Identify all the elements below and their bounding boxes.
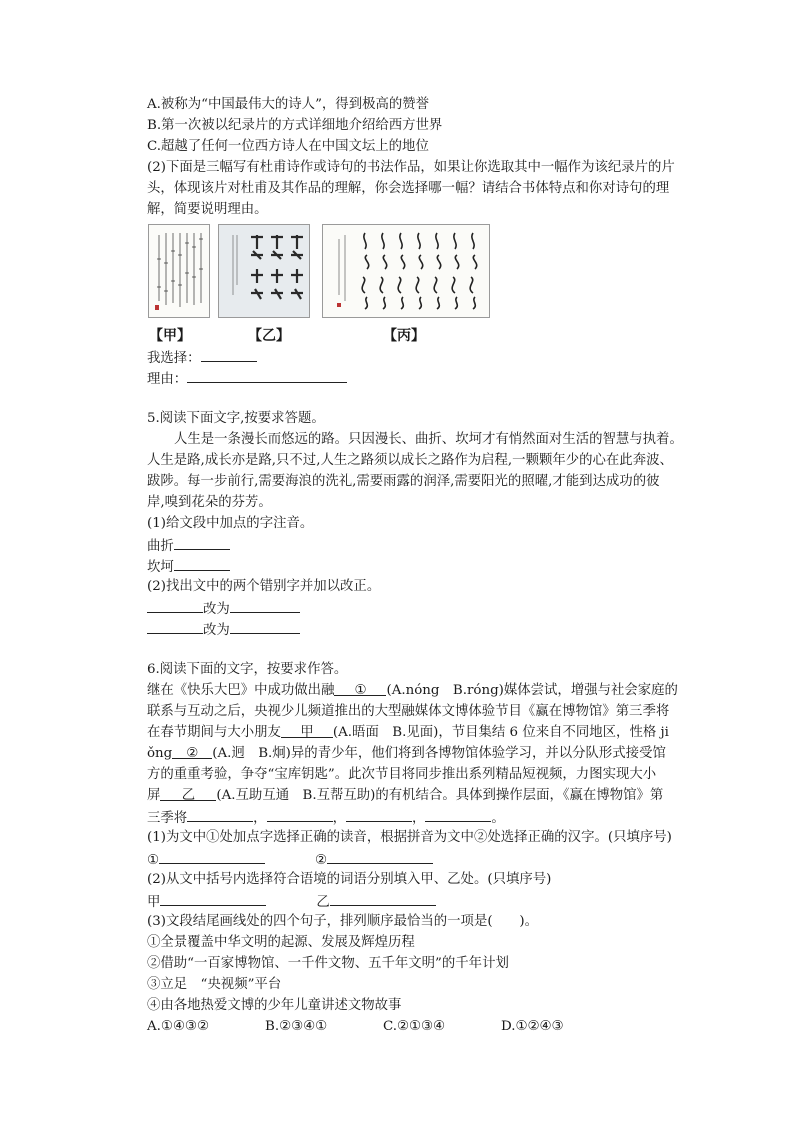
q6-item-2: ②借助“一百家博物馆、一千件文物、五千年文明”的千年计划 <box>147 956 509 971</box>
marker-jia: 甲 <box>300 725 314 740</box>
answer-label-yi: 乙 <box>316 895 330 910</box>
q6-sub1-answers <box>147 849 433 871</box>
q6-choices <box>147 1017 564 1037</box>
q6-item-4: ④由各地热爱文博的少年儿童讲述文物故事 <box>147 998 402 1013</box>
q6-para-line1 <box>147 681 678 701</box>
marker-1: ① <box>354 683 367 698</box>
calligraphy-image-yi <box>218 224 310 318</box>
q6-sentence-blank-1[interactable] <box>187 807 253 822</box>
q5-para-line2: 人生是路,成长亦是路,只不过,人生之路须以成长之路作为启程,一颗颗年少的心在此奔波、 <box>147 453 673 468</box>
q6-text: (A.迥 B.炯)异的青少年，他们将到各博物馆体验学习，并以分队形式接受馆 <box>212 746 666 761</box>
q6-text: ǒng <box>147 746 173 761</box>
choice-a[interactable]: A.①④③② <box>147 1019 209 1034</box>
answer-blank-1[interactable] <box>159 849 265 864</box>
answer-blank-jia[interactable] <box>160 891 266 906</box>
q6-blank-jia[interactable] <box>281 723 333 738</box>
reason-label: 理由： <box>147 372 188 387</box>
q5-sub2: (2)找出文中的两个错别字并加以改正。 <box>147 579 381 594</box>
answer-blank-yi[interactable] <box>330 891 436 906</box>
q4-option-c: C.超越了任何一位西方诗人在中国文坛上的地位 <box>147 139 429 154</box>
answer-label-jia: 甲 <box>147 895 161 910</box>
answer-label-2: ② <box>315 853 328 868</box>
q5-correction1 <box>147 598 300 620</box>
q6-text: (A.nóng B.róng)媒体尝试，增强与社会家庭的 <box>386 683 678 698</box>
q6-para-line3 <box>147 723 669 743</box>
q5-para-line3: 跋陟。每一步前行,需要海浪的洗礼,需要雨露的润泽,需要阳光的照曜,才能到达成功的彼 <box>147 474 660 489</box>
q6-sub2-answers <box>147 891 436 913</box>
choose-line <box>147 347 257 369</box>
q5-para-line1: 人生是一条漫长而悠远的路。只因漫长、曲折、坎坷才有悄然面对生活的智慧与执着。 <box>174 432 683 447</box>
q6-sentence-blank-4[interactable] <box>425 807 491 822</box>
q6-sub1: (1)为文中①处加点字选择正确的读音，根据拼音为文中②处选择正确的汉字。(只填序号) <box>147 830 672 845</box>
q6-text: (A.晤面 B.见面)，节目集结 6 位来自不同地区，性格 ji <box>332 725 669 740</box>
comma: ， <box>411 811 426 826</box>
q6-para-line7 <box>147 807 505 829</box>
marker-2: ② <box>186 746 199 761</box>
q5-wrong2-blank[interactable] <box>147 619 203 634</box>
q5-word1-blank[interactable] <box>174 535 230 550</box>
answer-label-1: ① <box>147 853 160 868</box>
q6-para-line4 <box>147 744 666 764</box>
comma: ， <box>253 811 267 826</box>
q6-sub3: (3)文段结尾画线处的四个句子，排列顺序最恰当的一项是( )。 <box>147 914 538 929</box>
answer-blank-2[interactable] <box>327 849 433 864</box>
q6-item-3: ③立足 “央视频”平台 <box>147 977 282 992</box>
marker-yi: 乙 <box>181 788 196 803</box>
q4-part2-line1: (2)下面是三幅写有杜甫诗作或诗句的书法作品，如果让你选取其中一幅作为该纪录片的片 <box>147 160 675 175</box>
choice-c[interactable]: C.②①③④ <box>383 1019 446 1034</box>
label-jia: 【甲】 <box>149 328 191 344</box>
q5-wrong1-blank[interactable] <box>147 598 203 613</box>
q6-text: 三季将 <box>147 811 188 826</box>
choice-d[interactable]: D.①②④③ <box>501 1019 564 1034</box>
q6-title: 6.阅读下面的文字，按要求作答。 <box>147 662 348 677</box>
q5-sub1: (1)给文段中加点的字注音。 <box>147 516 314 531</box>
q6-blank-1[interactable] <box>334 681 386 696</box>
reason-line <box>147 368 347 390</box>
label-yi: 【乙】 <box>248 328 290 344</box>
q6-sentence-blank-3[interactable] <box>346 807 412 822</box>
label-bing: 【丙】 <box>383 328 425 344</box>
period: 。 <box>491 811 505 826</box>
calligraphy-image-jia <box>148 224 210 318</box>
q5-word1-line <box>147 535 230 557</box>
comma: ， <box>332 811 346 826</box>
q6-blank-yi[interactable] <box>160 786 216 801</box>
q6-sub2: (2)从文中括号内选择符合语境的词语分别填入甲、乙处。(只填序号) <box>147 872 552 887</box>
q4-part2-line2: 头，体现该片对杜甫及其作品的理解，你会选择哪一幅？请结合书体特点和你对诗句的理 <box>147 181 670 196</box>
q6-text: 继在《快乐大巴》中成功做出融 <box>147 683 335 698</box>
q5-correction2 <box>147 619 300 641</box>
q5-right2-blank[interactable] <box>230 619 300 634</box>
choice-b[interactable]: B.②③④① <box>265 1019 328 1034</box>
q5-title: 5.阅读下面文字,按要求答题。 <box>147 411 325 426</box>
q4-part2-line3: 解，简要说明理由。 <box>147 202 268 217</box>
choose-blank[interactable] <box>201 347 257 362</box>
q6-blank-2[interactable] <box>172 744 212 759</box>
q6-para-line2: 联系与互动之后，央视少儿频道推出的大型融媒体文博体验节目《赢在博物馆》第三季将 <box>147 704 670 719</box>
q6-sentence-blank-2[interactable] <box>267 807 333 822</box>
q5-word1: 曲折 <box>147 539 174 554</box>
q5-word2-line <box>147 556 230 578</box>
q6-text: (A.互助互通 B.互帮互助)的有机结合。具体到操作层面，《赢在博物馆》第 <box>216 788 664 803</box>
q6-para-line5: 方的重重考验，争夺“宝库钥匙”。此次节目将同步推出系列精品短视频，力图实现大小 <box>147 767 657 782</box>
q6-text: 屏 <box>147 788 161 803</box>
q5-change-label: 改为 <box>203 623 230 638</box>
calligraphy-image-bing <box>322 224 490 318</box>
choose-label: 我选择： <box>147 351 201 366</box>
q5-word2: 坎坷 <box>147 560 174 575</box>
q5-word2-blank[interactable] <box>174 556 230 571</box>
q6-para-line6 <box>147 786 663 806</box>
reason-blank[interactable] <box>187 368 347 383</box>
q4-option-b: B.第一次被以纪录片的方式详细地介绍给西方世界 <box>147 118 443 133</box>
q6-text: 在春节期间与大小朋友 <box>147 725 281 740</box>
q6-item-1: ①全景覆盖中华文明的起源、发展及辉煌历程 <box>147 935 415 950</box>
q5-para-line4: 岸,嗅到花朵的芬芳。 <box>147 495 272 510</box>
q5-right1-blank[interactable] <box>230 598 300 613</box>
q5-change-label: 改为 <box>203 602 230 617</box>
q4-option-a: A.被称为“中国最伟大的诗人”，得到极高的赞誉 <box>147 97 430 112</box>
